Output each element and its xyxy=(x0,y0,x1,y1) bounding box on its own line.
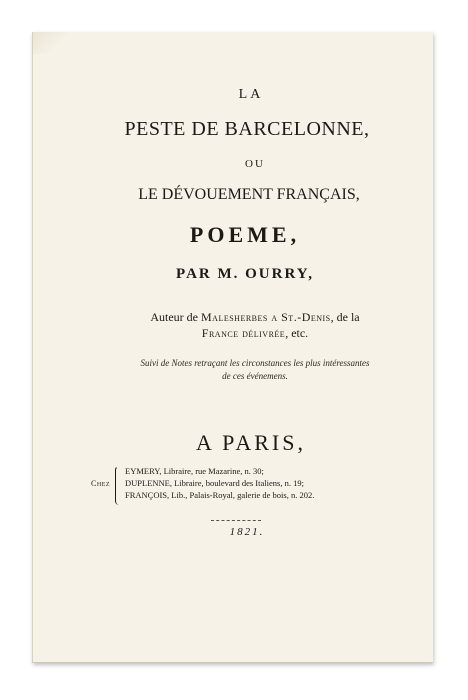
author-credits-suffix-2: , etc. xyxy=(285,326,309,340)
title-page xyxy=(32,32,433,663)
publisher-line: EYMERY, Libraire, rue Mazarine, n. 30; xyxy=(125,466,264,476)
author-line: PAR M. OURRY, xyxy=(176,266,314,282)
publisher-line: DUPLENNE, Libraire, boulevard des Italiens, n. 19; xyxy=(125,478,304,488)
notes-line-2: de ces événemens. xyxy=(222,371,288,381)
decorative-rule xyxy=(211,520,261,521)
notes-line-1: Suivi de Notes retraçant les circonstances les plus intéressantes xyxy=(140,358,370,368)
title-conjunction: OU xyxy=(245,158,265,170)
title-article: LA xyxy=(238,87,264,102)
author-credits-work-2: France délivrée xyxy=(201,326,286,340)
brace-mark xyxy=(115,466,122,505)
author-credits-suffix-1: , de la xyxy=(330,310,360,324)
subtitle: LE DÉVOUEMENT FRANÇAIS, xyxy=(138,186,360,203)
author-credits-work-1: Malesherbes a St.-Denis xyxy=(201,310,331,324)
author-credits-line-1 xyxy=(55,310,455,325)
place-of-publication: A PARIS, xyxy=(195,430,306,455)
publisher-line: FRANÇOIS, Lib., Palais-Royal, galerie de bois, n. 202. xyxy=(125,490,315,500)
author-credits-prefix: Auteur de xyxy=(150,310,202,324)
author-credits-line-2 xyxy=(55,326,455,341)
genre-label: POEME, xyxy=(189,222,301,247)
title-main: PESTE DE BARCELONNE, xyxy=(124,118,370,140)
chez-label: Chez xyxy=(91,479,110,488)
publishers-block xyxy=(91,466,411,506)
publication-year: 1821. xyxy=(229,526,265,538)
